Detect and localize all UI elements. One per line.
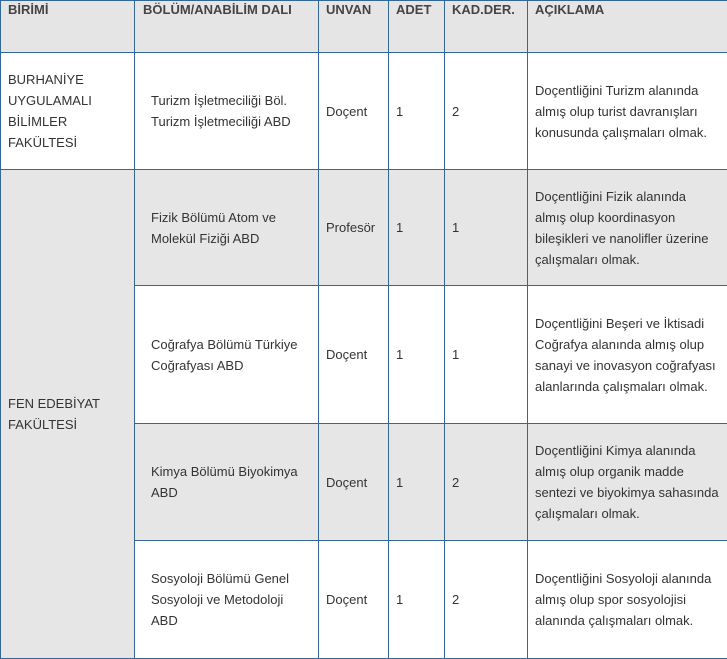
header-adet: ADET <box>389 1 445 53</box>
table-row <box>1 53 727 170</box>
cell-adet: 1 <box>389 286 445 424</box>
cell-bolum: Turizm İşletmeciliği Böl. Turizm İşletmeciliği ABD <box>135 53 319 170</box>
cell-kad-der: 2 <box>445 541 528 659</box>
cell-aciklama: Doçentliğini Kimya alanında almış olup organik madde sentezi ve biyokimya sahasında çalışmaları olmak. <box>528 424 727 541</box>
cell-aciklama: Doçentliğini Turizm alanında almış olup turist davranışları konusunda çalışmaları olmak. <box>528 53 727 170</box>
cell-kad-der: 2 <box>445 424 528 541</box>
cell-birimi: FEN EDEBİYAT FAKÜLTESİ <box>1 170 135 659</box>
table-header-row <box>1 1 727 53</box>
cell-kad-der: 1 <box>445 170 528 286</box>
header-unvan: UNVAN <box>319 1 389 53</box>
cell-adet: 1 <box>389 53 445 170</box>
cell-kad-der: 2 <box>445 53 528 170</box>
cell-unvan: Doçent <box>319 53 389 170</box>
cell-bolum: Fizik Bölümü Atom ve Molekül Fiziği ABD <box>135 170 319 286</box>
cell-adet: 1 <box>389 170 445 286</box>
cell-bolum: Kimya Bölümü Biyokimya ABD <box>135 424 319 541</box>
cell-aciklama: Doçentliğini Beşeri ve İktisadi Coğrafya alanında almış olup sanayi ve inovasyon coğrafyası alanlarında çalışmaları olmak. <box>528 286 727 424</box>
cell-unvan: Doçent <box>319 424 389 541</box>
cell-aciklama: Doçentliğini Sosyoloji alanında almış olup spor sosyolojisi alanında çalışmaları olmak. <box>528 541 727 659</box>
header-aciklama: AÇIKLAMA <box>528 1 727 53</box>
header-bolum: BÖLÜM/ANABİLİM DALI <box>135 1 319 53</box>
cell-unvan: Profesör <box>319 170 389 286</box>
header-kad-der: KAD.DER. <box>445 1 528 53</box>
cell-kad-der: 1 <box>445 286 528 424</box>
cell-birimi: BURHANİYE UYGULAMALI BİLİMLER FAKÜLTESİ <box>1 53 135 170</box>
table-row <box>1 170 727 286</box>
cell-unvan: Doçent <box>319 286 389 424</box>
header-birimi: BİRİMİ <box>1 1 135 53</box>
cell-unvan: Doçent <box>319 541 389 659</box>
cell-adet: 1 <box>389 424 445 541</box>
cell-bolum: Sosyoloji Bölümü Genel Sosyoloji ve Metodoloji ABD <box>135 541 319 659</box>
cell-bolum: Coğrafya Bölümü Türkiye Coğrafyası ABD <box>135 286 319 424</box>
cell-aciklama: Doçentliğini Fizik alanında almış olup koordinasyon bileşikleri ve nanolifler üzerine çalışmaları olmak. <box>528 170 727 286</box>
cell-adet: 1 <box>389 541 445 659</box>
